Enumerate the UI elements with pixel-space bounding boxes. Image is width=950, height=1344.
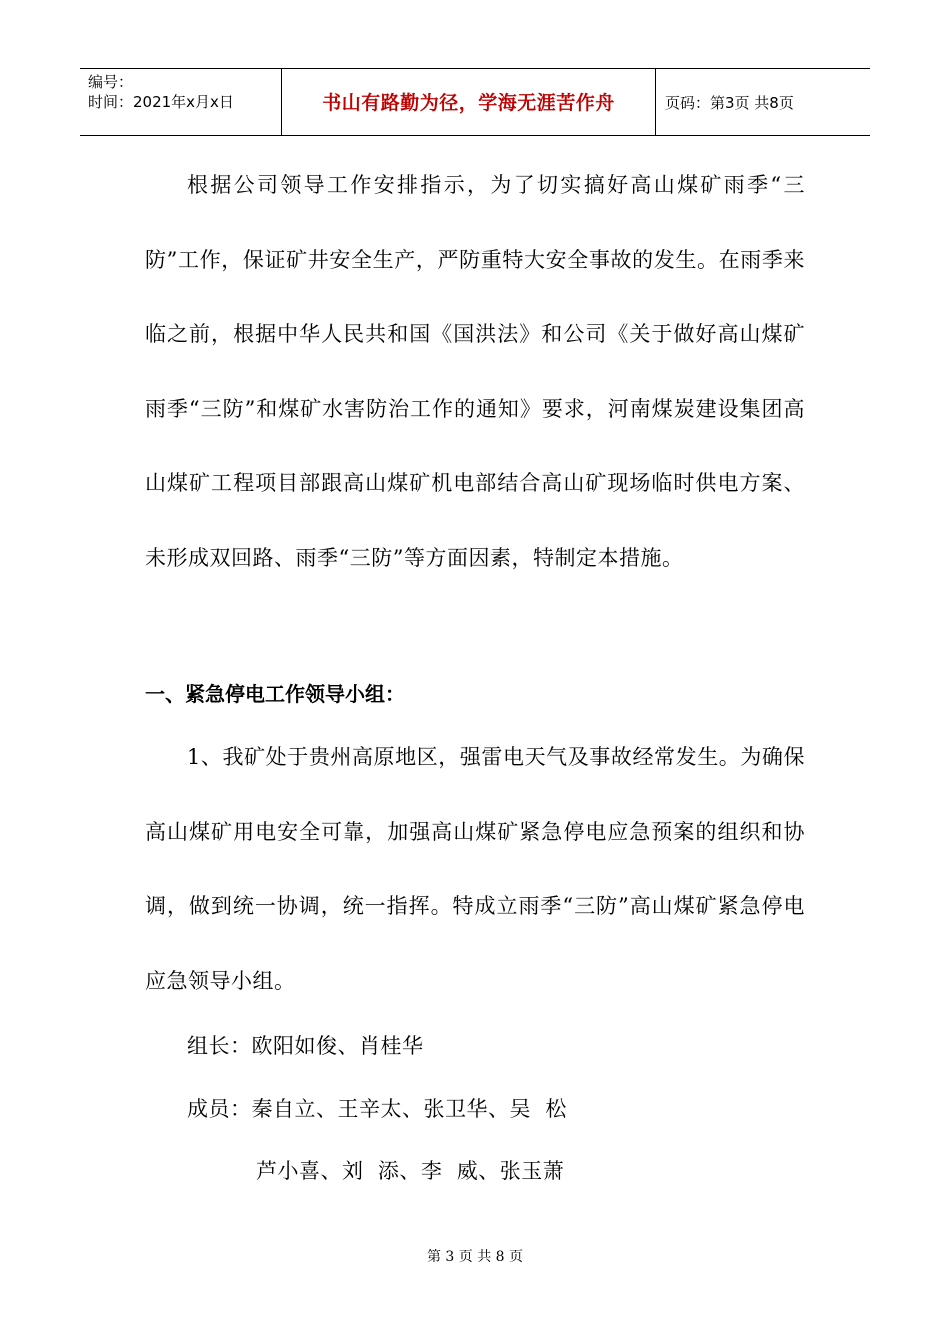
header-bottom-rule: [80, 135, 870, 136]
item-paragraph: 1、我矿处于贵州高原地区，强雷电天气及事故经常发生。为确保高山煤矿用电安全可靠，加强高山煤矿紧急停电应急预案的组织和协调，做到统一协调，统一指挥。特成立雨季“三防”高山煤矿紧急停电应急领导小组。: [145, 745, 805, 993]
members-line: 成员：秦自立、王辛太、张卫华、吴 松: [187, 1097, 567, 1121]
page-header: [80, 68, 870, 136]
intro-paragraph: 根据公司领导工作安排指示，为了切实搞好高山煤矿雨季“三防”工作，保证矿井安全生产，严防重特大安全事故的发生。在雨季来临之前，根据中华人民共和国《国洪法》和公司《关于做好高山煤矿雨季“三防”和煤矿水害防治工作的通知》要求，河南煤炭建设集团高山煤矿工程项目部跟高山煤矿机电部结合高山矿现场临时供电方案、未形成双回路、雨季“三防”等方面因素，特制定本措施。: [145, 173, 805, 570]
header-meta: [88, 72, 234, 112]
doc-number-label: 编号：: [88, 73, 134, 91]
header-divider: [655, 68, 656, 136]
members-line-continued: 芦小喜、刘 添、李 威、张玉萧: [256, 1159, 565, 1183]
header-top-rule: [80, 68, 870, 69]
leader-line: 组长：欧阳如俊、肖桂华: [187, 1034, 424, 1058]
section-heading: 一、紧急停电工作领导小组：: [145, 682, 405, 706]
page-footer: 第 3 页 共 8 页: [426, 1249, 524, 1265]
header-motto: 书山有路勤为径，学海无涯苦作舟: [322, 92, 615, 114]
doc-time-label: 时间：2021年x月x日: [88, 93, 234, 111]
intro-section: [145, 148, 805, 595]
item-section: [145, 720, 805, 1018]
header-page-label: 页码：第3页 共8页: [665, 94, 794, 112]
